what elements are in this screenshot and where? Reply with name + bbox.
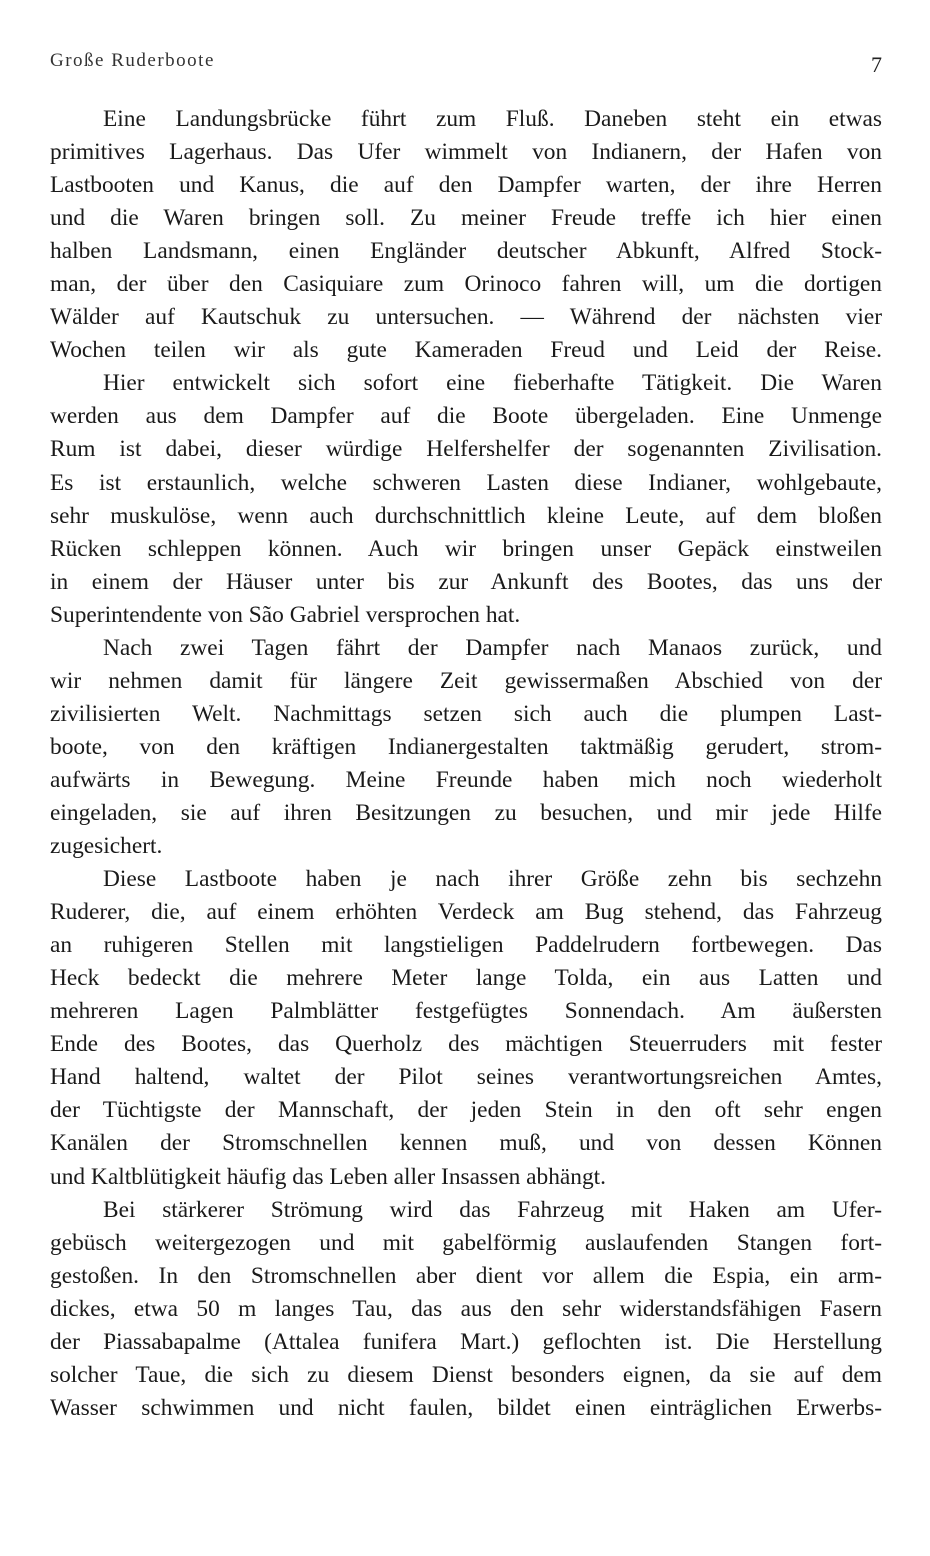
text-line: und die Waren bringen soll. Zu meiner Freude treffe ich hier einen (50, 205, 882, 232)
text-line: Rücken schleppen können. Auch wir bringen unser Gepäck einstweilen (50, 535, 882, 562)
text-line: Kanälen der Stromschnellen kennen muß, und von dessen Können (50, 1130, 882, 1157)
text-line: Bei stärkerer Strömung wird das Fahrzeug mit Haken am Ufer- (103, 1196, 882, 1223)
text-line: und Kaltblütigkeit häufig das Leben aller Insassen abhängt. (50, 1163, 607, 1190)
text-line: Hand haltend, waltet der Pilot seines verantwortungsreichen Amtes, (50, 1064, 882, 1091)
text-line: der Tüchtigste der Mannschaft, der jeden Stein in den oft sehr engen (50, 1097, 882, 1124)
paragraph-2 (50, 367, 882, 631)
text-line: in einem der Häuser unter bis zur Ankunft des Bootes, das uns der (50, 568, 882, 595)
text-line: Nach zwei Tagen fährt der Dampfer nach Manaos zurück, und (103, 634, 882, 661)
text-line: halben Landsmann, einen Engländer deutscher Abkunft, Alfred Stock- (50, 238, 882, 265)
text-line: werden aus dem Dampfer auf die Boote übergeladen. Eine Unmenge (50, 403, 882, 430)
paragraph-5 (50, 1194, 882, 1425)
text-line: boote, von den kräftigen Indianergestalten taktmäßig gerudert, strom- (50, 733, 882, 760)
text-line: Wasser schwimmen und nicht faulen, bildet einen einträglichen Erwerbs- (50, 1394, 882, 1421)
text-line: aufwärts in Bewegung. Meine Freunde haben mich noch wiederholt (50, 766, 882, 793)
text-line: Ende des Bootes, das Querholz des mächtigen Steuerruders mit fester (50, 1031, 882, 1058)
text-line: primitives Lagerhaus. Das Ufer wimmelt von Indianern, der Hafen von (50, 139, 882, 166)
text-line: man, der über den Casiquiare zum Orinoco fahren will, um die dortigen (50, 271, 882, 298)
text-line: gestoßen. In den Stromschnellen aber dient vor allem die Espia, ein arm- (50, 1262, 882, 1289)
text-line: solcher Taue, die sich zu diesem Dienst besonders eignen, da sie auf dem (50, 1361, 882, 1388)
text-line: Diese Lastboote haben je nach ihrer Größe zehn bis sechzehn (103, 866, 882, 893)
text-line: Wälder auf Kautschuk zu untersuchen. — Während der nächsten vier (50, 304, 882, 331)
text-line: wir nehmen damit für längere Zeit gewissermaßen Abschied von der (50, 667, 882, 694)
text-line: mehreren Lagen Palmblätter festgefügtes Sonnendach. Am äußersten (50, 998, 882, 1025)
text-line: gebüsch weitergezogen und mit gabelförmig auslaufenden Stangen fort- (50, 1229, 882, 1256)
paragraph-4 (50, 863, 882, 1193)
page-number: 7 (871, 52, 882, 77)
running-title: Große Ruderboote (50, 50, 215, 71)
text-line: Lastbooten und Kanus, die auf den Dampfer warten, der ihre Herren (50, 172, 882, 199)
text-line: zivilisierten Welt. Nachmittags setzen sich auch die plumpen Last- (50, 700, 882, 727)
text-line: der Piassabapalme (Attalea funifera Mart.) geflochten ist. Die Herstellung (50, 1328, 882, 1355)
text-line: Wochen teilen wir als gute Kameraden Freud und Leid der Reise. (50, 337, 882, 364)
text-line: eingeladen, sie auf ihren Besitzungen zu besuchen, und mir jede Hilfe (50, 799, 882, 826)
text-line: an ruhigeren Stellen mit langstieligen Paddelrudern fortbewegen. Das (50, 932, 882, 959)
running-header (50, 50, 882, 80)
paragraph-3 (50, 632, 882, 863)
text-line: Hier entwickelt sich sofort eine fieberhafte Tätigkeit. Die Waren (103, 370, 882, 397)
text-line: Es ist erstaunlich, welche schweren Lasten diese Indianer, wohlgebaute, (50, 469, 882, 496)
text-line: dickes, etwa 50 m langes Tau, das aus den sehr widerstandsfähigen Fasern (50, 1295, 882, 1322)
text-line: Superintendente von São Gabriel versprochen hat. (50, 601, 521, 628)
body-text (50, 103, 882, 1425)
text-line: Ruderer, die, auf einem erhöhten Verdeck am Bug stehend, das Fahrzeug (50, 899, 882, 926)
text-line: sehr muskulöse, wenn auch durchschnittlich kleine Leute, auf dem bloßen (50, 502, 882, 529)
text-line: Eine Landungsbrücke führt zum Fluß. Daneben steht ein etwas (103, 106, 882, 132)
text-line: zugesichert. (50, 833, 163, 860)
paragraph-1 (50, 103, 882, 367)
text-line: Rum ist dabei, dieser würdige Helfershelfer der sogenannten Zivilisation. (50, 436, 882, 463)
text-line: Heck bedeckt die mehrere Meter lange Tolda, ein aus Latten und (50, 965, 882, 992)
